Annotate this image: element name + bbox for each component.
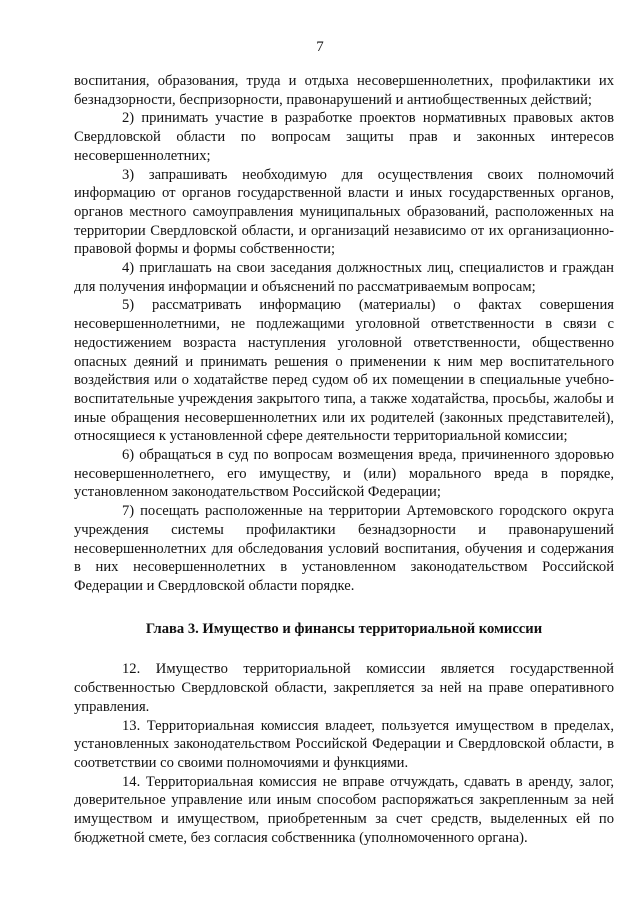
document-body [74,72,614,847]
paragraph: 12. Имущество территориальной комиссии является государственной собственностью Свердловской области, закрепляется за ней на праве оперативного управления. [74,661,614,715]
paragraph: 2) принимать участие в разработке проектов нормативных правовых актов Свердловской области по вопросам защиты прав и законных интересов несовершеннолетних; [74,110,614,164]
page-number: 7 [316,39,324,55]
paragraph: 4) приглашать на свои заседания должностных лиц, специалистов и граждан для получения информации и объяснений по рассматриваемым вопросам; [74,260,614,295]
chapter-heading: Глава 3. Имущество и финансы территориальной комиссии [145,620,543,637]
paragraph: воспитания, образования, труда и отдыха несовершеннолетних, профилактики их безнадзорности, беспризорности, правонарушений и антиобщественных действий; [74,73,614,108]
paragraph: 5) рассматривать информацию (материалы) о фактах совершения несовершеннолетними, не подлежащими уголовной ответственности в связи с недостижением возраста наступления уголовной ответственности, общественно опасных деяний и принимать решения о применении к ним мер воспитательного воздействия или о ходатайстве перед судом об их помещении в специальные учебно-воспитательные учреждения закрытого типа, а также ходатайства, просьбы, жалобы и иные обращения несовершеннолетних или их родителей (законных представителей), относящиеся к установленной сфере деятельности территориальной комиссии; [74,297,614,445]
paragraph: 6) обращаться в суд по вопросам возмещения вреда, причиненного здоровью несовершеннолетнего, его имуществу, и (или) морального вреда в порядке, установленном законодательством Российской Федерации; [74,447,614,501]
paragraph-group-bottom [74,660,614,847]
paragraph: 14. Территориальная комиссия не вправе отчуждать, сдавать в аренду, залог, доверительное управление или иным способом распоряжаться закрепленным за ней имуществом и имуществом, приобретенным за счет средств, выделенных ей по бюджетной смете, без согласия собственника (уполномоченного органа). [74,773,614,846]
paragraph: 7) посещать расположенные на территории Артемовского городского округа учреждения системы профилактики безнадзорности и правонарушений несовершеннолетних для обследования условий воспитания, обучения и содержания в них несовершеннолетних в установленном законодательством Российской Федерации и Свердловской области порядке. [74,503,614,594]
paragraph: 13. Территориальная комиссия владеет, пользуется имуществом в пределах, установленных законодательством Российской Федерации и Свердловской области, в соответствии со своими полномочиями и функциями. [74,717,614,771]
paragraph-group-top [74,72,614,596]
paragraph: 3) запрашивать необходимую для осуществления своих полномочий информацию от органов государственной власти и иных государственных органов, органов местного самоуправления муниципальных образований, расположенных на территории Свердловской области, и организаций независимо от их организационно-правовой формы и формы собственности; [74,166,614,258]
